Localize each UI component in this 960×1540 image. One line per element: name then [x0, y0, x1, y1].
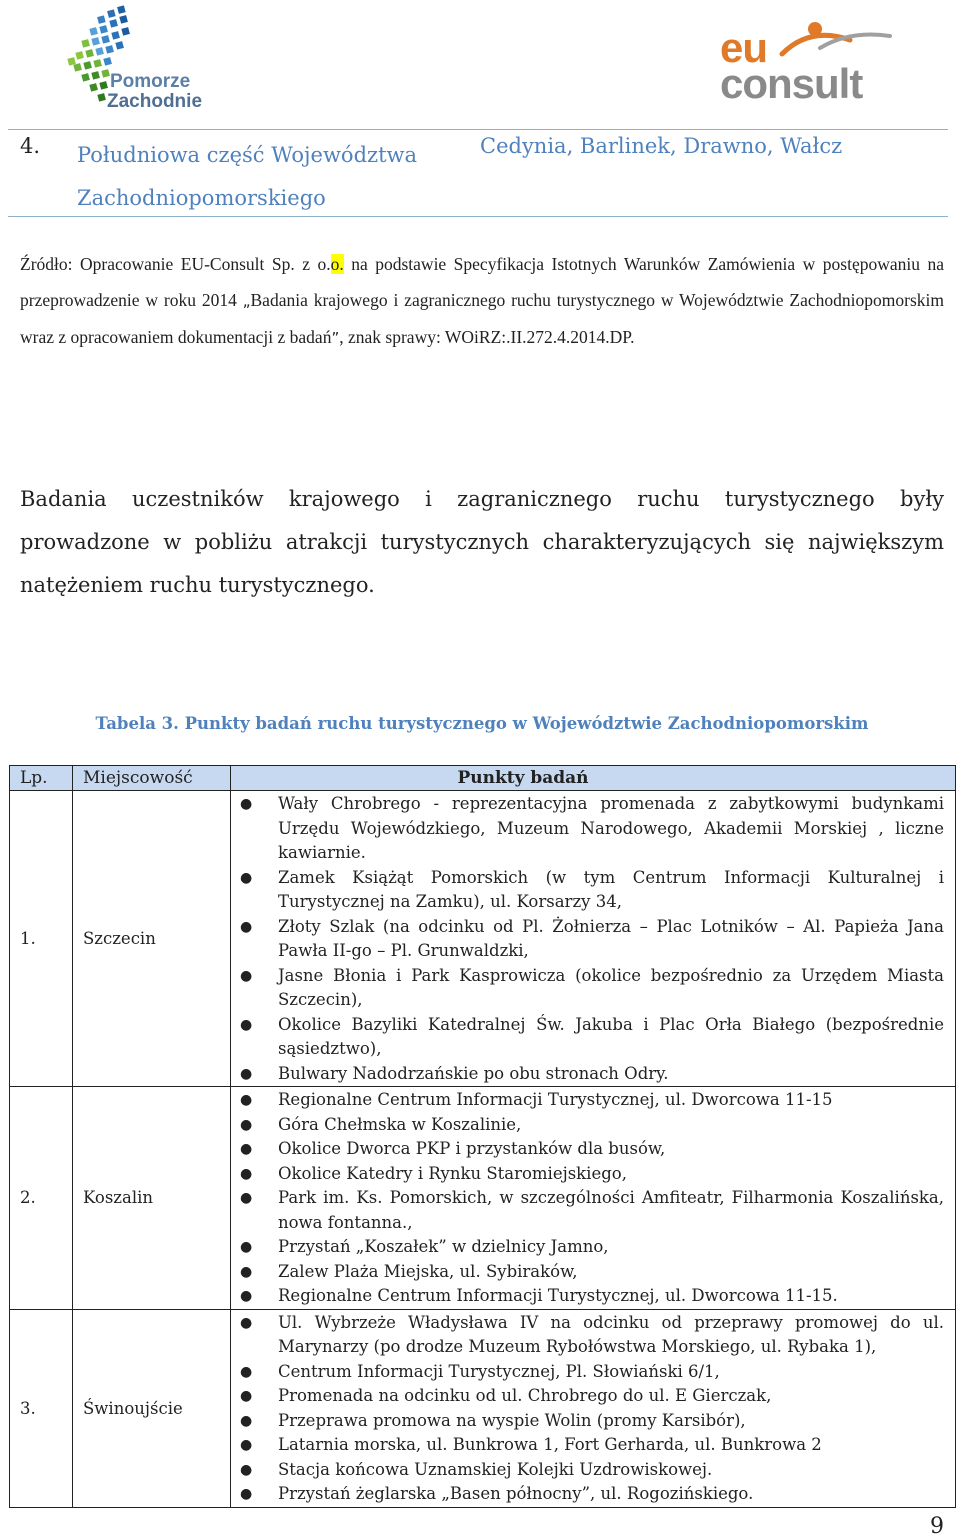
header-lp: Lp. — [10, 766, 73, 791]
table-row — [10, 1309, 956, 1507]
pomorze-zachodnie-logo — [58, 4, 218, 114]
list-item — [231, 866, 944, 915]
list-item — [231, 1433, 944, 1458]
table-header-row — [10, 766, 956, 791]
list-item — [231, 1137, 944, 1162]
header-points: Punkty badań — [231, 766, 956, 791]
list-item — [231, 1311, 944, 1360]
list-item-text: Przystań żeglarska „Basen północny”, ul. Rogozińskiego. — [278, 1484, 754, 1503]
list-item — [231, 1284, 944, 1309]
region-row-bottom-rule — [8, 216, 948, 217]
list-item — [231, 1088, 944, 1113]
bullet-icon: ● — [240, 796, 253, 812]
list-item-text: Wały Chrobrego - reprezentacyjna promenada z zabytkowymi budynkami Urzędu Wojewódzkiego, Muzeum Narodowego, Akademii Morskiej , liczne kawiarnie. — [278, 794, 944, 862]
bullet-icon: ● — [240, 1092, 253, 1108]
list-item — [231, 964, 944, 1013]
row-points — [231, 791, 956, 1087]
points-list — [231, 792, 944, 1086]
list-item — [231, 792, 944, 866]
region-row-region: Południowa część Województwa Zachodniopomorskiego — [77, 143, 418, 210]
list-item-text: Bulwary Nadodrzańskie po obu stronach Odry. — [278, 1063, 669, 1083]
bullet-icon: ● — [240, 1165, 253, 1182]
table-row — [10, 1087, 956, 1310]
source-suffix: , znak sprawy: WOiRZ:.II.272.4.2014.DP. — [339, 327, 635, 347]
source-prefix: Źródło: Opracowanie EU-Consult Sp. z o. — [20, 254, 331, 274]
list-item-text: Złoty Szlak (na odcinku od Pl. Żołnierza – Plac Lotników – Al. Papieża Jana Pawła II-go – Pl. Grunwaldzki, — [278, 916, 944, 960]
source-title: Badania krajowego i zagranicznego ruchu turystycznego w Województwie Zachodniopomorskim wraz z opracowaniem dokumentacji z badań — [20, 290, 944, 347]
row-place: Szczecin — [73, 791, 231, 1087]
row-place: Koszalin — [73, 1087, 231, 1310]
region-row-towns: Cedynia, Barlinek, Drawno, Wałcz — [480, 134, 843, 158]
list-item — [231, 1162, 944, 1187]
body-paragraph: Badania uczestników krajowego i zagranicznego ruchu turystycznego były prowadzone w pobliżu atrakcji turystycznych charakteryzujących się największym natężeniem ruchu turystycznego. — [20, 487, 944, 597]
eu-consult-logo — [720, 18, 900, 108]
list-item — [231, 1260, 944, 1285]
pomorze-zachodnie-wordmark — [107, 71, 203, 112]
list-item — [231, 1482, 944, 1507]
bullet-icon: ● — [240, 869, 253, 886]
row-place: Świnoujście — [73, 1309, 231, 1507]
bullet-icon: ● — [240, 1263, 253, 1280]
list-item-text: Przeprawa promowa na wyspie Wolin (promy Karsibór), — [278, 1410, 746, 1430]
bullet-icon: ● — [240, 1190, 253, 1206]
source-highlight: o. — [330, 254, 344, 274]
points-list — [231, 1311, 944, 1507]
source-quote-open: „ — [242, 292, 251, 310]
list-item — [231, 1360, 944, 1385]
list-item-text: Promenada na odcinku od ul. Chrobrego do ul. E Gierczak, — [278, 1386, 772, 1405]
list-item — [231, 1409, 944, 1434]
list-item — [231, 1384, 944, 1409]
list-item-text: Zalew Plaża Miejska, ul. Sybiraków, — [278, 1261, 578, 1281]
list-item-text: Regionalne Centrum Informacji Turystycznej, ul. Dworcowa 11-15. — [278, 1286, 838, 1305]
bullet-icon: ● — [240, 1141, 253, 1157]
page-number: 9 — [930, 1514, 944, 1539]
table-row — [10, 791, 956, 1087]
survey-points-table — [9, 765, 956, 1508]
source-quote-close: ” — [331, 329, 340, 347]
list-item-text: Latarnia morska, ul. Bunkrowa 1, Fort Gerharda, ul. Bunkrowa 2 — [278, 1435, 822, 1454]
list-item-text: Stacja końcowa Uznamskiej Kolejki Uzdrowiskowej. — [278, 1459, 713, 1479]
list-item-text: Okolice Dworca PKP i przystanków dla busów, — [278, 1139, 666, 1158]
list-item-text: Okolice Bazyliki Katedralnej Św. Jakuba i Plac Orła Białego (bezpośrednie sąsiedztwo), — [278, 1014, 944, 1058]
bullet-icon: ● — [240, 918, 253, 935]
source-note — [20, 246, 944, 356]
list-item-text: Jasne Błonia i Park Kasprowicza (okolice bezpośrednio za Urzędem Miasta Szczecin), — [278, 965, 944, 1009]
eu-consult-wordmark — [720, 24, 863, 107]
bullet-icon: ● — [240, 1239, 253, 1255]
bullet-icon: ● — [240, 1016, 253, 1033]
bullet-icon: ● — [240, 1314, 253, 1331]
bullet-icon: ● — [240, 967, 253, 984]
bullet-icon: ● — [240, 1065, 253, 1082]
list-item-text: Okolice Katedry i Rynku Staromiejskiego, — [278, 1163, 627, 1183]
bullet-icon: ● — [240, 1437, 253, 1453]
logo-text-line2: Zachodnie — [107, 91, 203, 112]
list-item-text: Ul. Wybrzeże Władysława IV na odcinku od przeprawy promowej do ul. Marynarzy (po drodze Muzeum Rybołówstwa Morskiego, ul. Rybaka 1), — [278, 1312, 944, 1356]
list-item-text: Góra Chełmska w Koszalinie, — [278, 1114, 522, 1134]
bullet-icon: ● — [240, 1288, 253, 1304]
logo-consult-text: consult — [720, 60, 863, 107]
bullet-icon: ● — [240, 1412, 253, 1429]
list-item-text: Centrum Informacji Turystycznej, Pl. Słowiański 6/1, — [278, 1361, 720, 1381]
row-points — [231, 1087, 956, 1310]
list-item — [231, 1235, 944, 1260]
table-caption: Tabela 3. Punkty badań ruchu turystycznego w Województwie Zachodniopomorskim — [95, 714, 869, 733]
list-item — [231, 1013, 944, 1062]
row-points — [231, 1309, 956, 1507]
header-place: Miejscowość — [73, 766, 231, 791]
logo-text-line1: Pomorze — [110, 71, 191, 92]
list-item — [231, 1113, 944, 1138]
list-item — [231, 1062, 944, 1087]
list-item-text: Zamek Książąt Pomorskich (w tym Centrum Informacji Kulturalnej i Turystycznej na Zamku), ul. Korsarzy 34, — [278, 867, 944, 911]
list-item-text: Przystań „Koszałek” w dzielnicy Jamno, — [278, 1237, 609, 1256]
bullet-icon: ● — [240, 1363, 253, 1380]
source-rest: na podstawie Specyfikacja Istotnych Warunków Zamówienia w postępowaniu na przeprowadzenie w roku 2014 — [20, 254, 944, 310]
list-item-text: Regionalne Centrum Informacji Turystycznej, ul. Dworcowa 11-15 — [278, 1090, 833, 1109]
row-lp: 1. — [10, 791, 73, 1087]
row-lp: 3. — [10, 1309, 73, 1507]
list-item — [231, 915, 944, 964]
bullet-icon: ● — [240, 1461, 253, 1478]
list-item — [231, 1458, 944, 1483]
list-item — [231, 1186, 944, 1235]
region-row-number: 4. — [20, 134, 41, 158]
bullet-icon: ● — [240, 1486, 253, 1502]
points-list — [231, 1088, 944, 1309]
bullet-icon: ● — [240, 1388, 253, 1404]
logo-eu-text: eu — [720, 24, 768, 71]
region-row-top-rule — [8, 129, 948, 130]
row-lp: 2. — [10, 1087, 73, 1310]
bullet-icon: ● — [240, 1116, 253, 1133]
list-item-text: Park im. Ks. Pomorskich, w szczególności Amfiteatr, Filharmonia Koszalińska, nowa fontanna., — [278, 1188, 944, 1232]
table-body — [10, 791, 956, 1508]
